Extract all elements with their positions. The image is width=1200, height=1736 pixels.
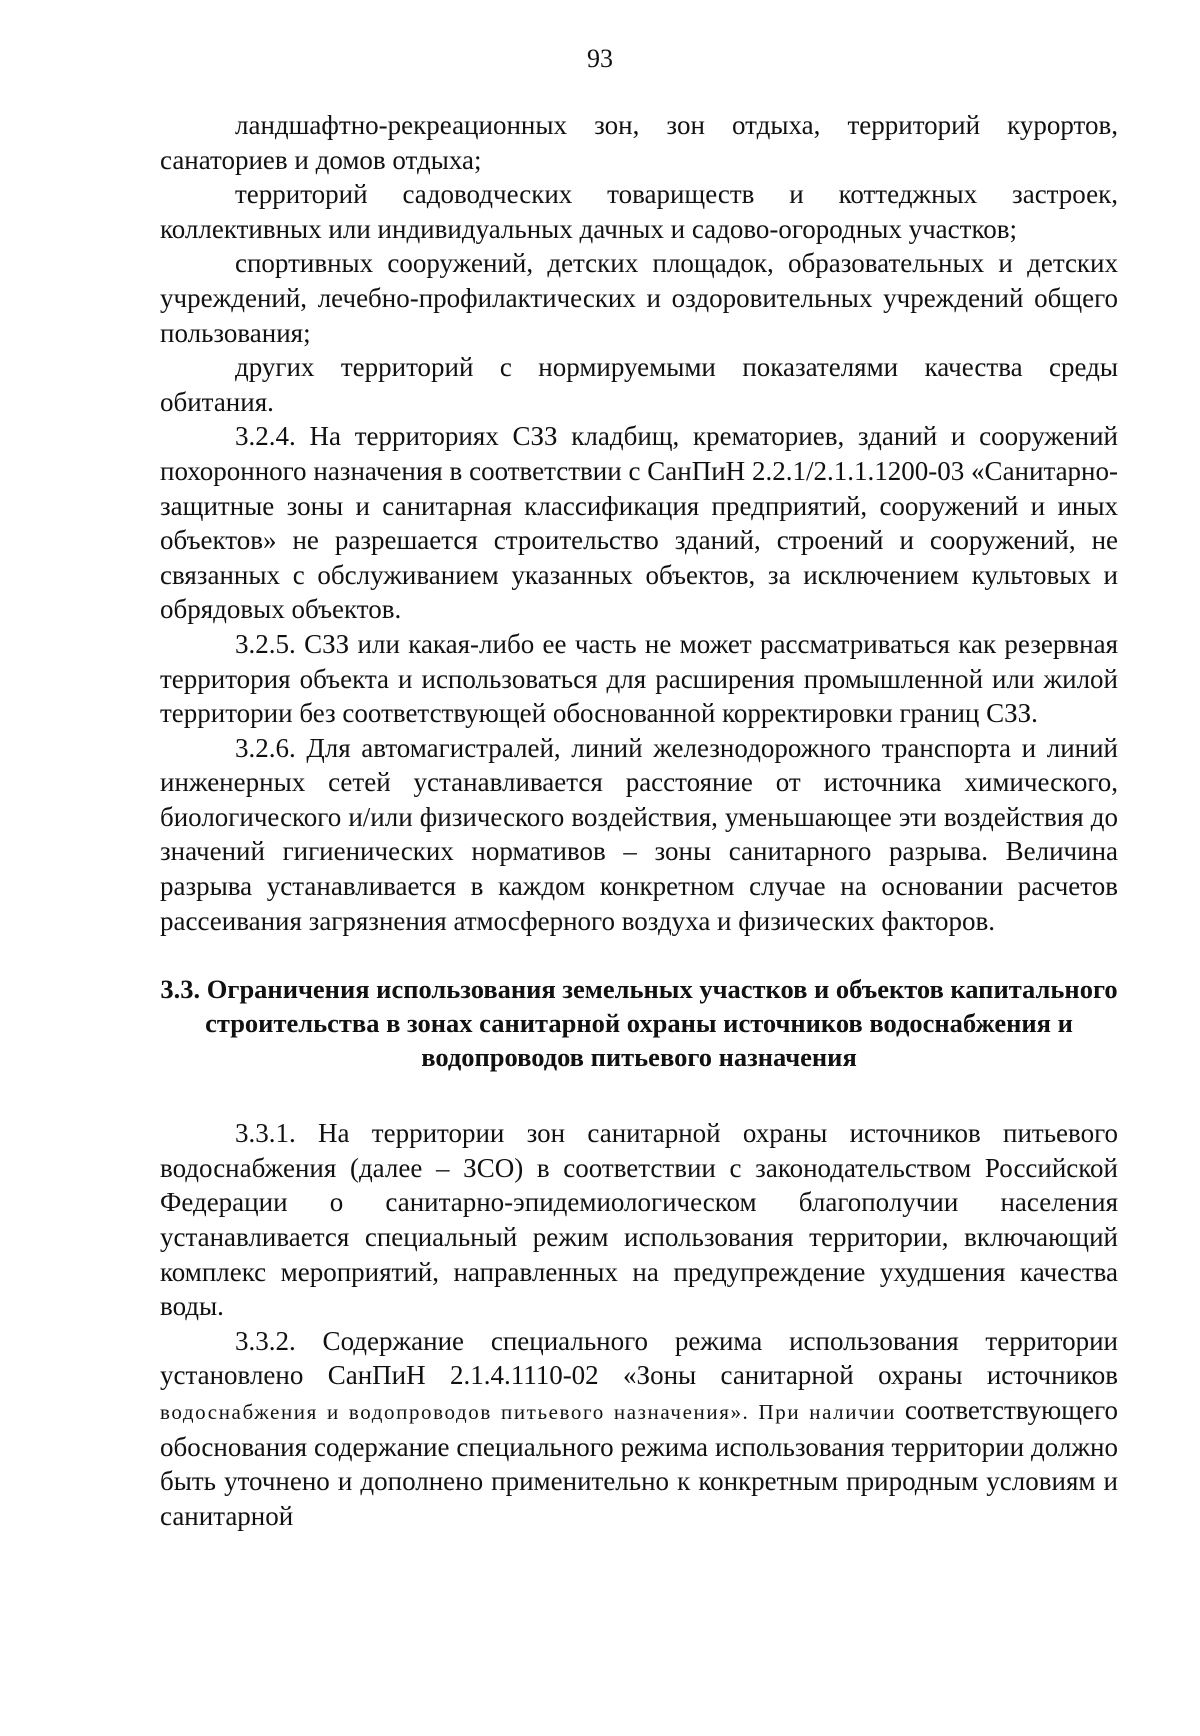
section-title-3-3: 3.3. Ограничения использования земельных участков и объектов капитального строительства в зонах санитарной охраны источников водоснабжения и водопроводов питьевого назначения bbox=[160, 974, 1118, 1073]
document-body bbox=[160, 108, 1118, 1533]
paragraph-3-3-2-part1: 3.3.2. Содержание специального режима использования территории установлено СанПиН 2.1.4.1110-02 «Зоны санитарной охраны источников bbox=[160, 1325, 1118, 1391]
paragraph-zones-other: других территорий с нормируемыми показателями качества среды обитания. bbox=[160, 352, 1118, 417]
page-number: 93 bbox=[587, 44, 613, 73]
paragraph-3-3-1: 3.3.1. На территории зон санитарной охраны источников питьевого водоснабжения (далее – ЗСО) в соответствии с законодательством Российской Федерации о санитарно-эпидемиологическом благополучии населения устанавливается специальный режим использования территории, включающий комплекс мероприятий, направленных на предупреждение ухудшения качества воды. bbox=[160, 1118, 1118, 1322]
paragraph-3-2-6: 3.2.6. Для автомагистралей, линий железнодорожного транспорта и линий инженерных сетей устанавливается расстояние от источника химического, биологического и/или физического воздействия, уменьшающее эти воздействия до значений гигиенических нормативов – зоны санитарного разрыва. Величина разрыва устанавливается в каждом конкретном случае на основании расчетов рассеивания загрязнения атмосферного воздуха и физических факторов. bbox=[160, 732, 1118, 936]
paragraph-3-3-2 bbox=[160, 1324, 1118, 1534]
paragraph-zones-sports: спортивных сооружений, детских площадок, образовательных и детских учреждений, лечебно-профилактических и оздоровительных учреждений общего пользования; bbox=[160, 248, 1118, 348]
paragraph-zones-recreation: ландшафтно-рекреационных зон, зон отдыха, территорий курортов, санаториев и домов отдыха; bbox=[160, 110, 1118, 175]
paragraph-3-2-5: 3.2.5. СЗЗ или какая-либо ее часть не может рассматриваться как резервная территория объекта и использоваться для расширения промышленной или жилой территории без соответствующей обоснованной корректировки границ СЗЗ. bbox=[160, 628, 1118, 729]
paragraph-3-3-2-part2: соответствующего обоснования содержание специального режима использования территории должно быть уточнено и дополнено применительно к конкретным природным условиям и санитарной bbox=[160, 1395, 1118, 1531]
paragraph-3-3-2-small-run: водоснабжения и водопроводов питьевого назначения». При наличии bbox=[160, 1400, 896, 1424]
paragraph-zones-gardening: территорий садоводческих товариществ и коттеджных застроек, коллективных или индивидуальных дачных и садово-огородных участков; bbox=[160, 179, 1118, 244]
paragraph-3-2-4: 3.2.4. На территориях СЗЗ кладбищ, крематориев, зданий и сооружений похоронного назначения в соответствии с СанПиН 2.2.1/2.1.1.1200-03 «Санитарно-защитные зоны и санитарная классификация предприятий, сооружений и иных объектов» не разрешается строительство зданий, строений и сооружений, не связанных с обслуживанием указанных объектов, за исключением культовых и обрядовых объектов. bbox=[160, 421, 1118, 625]
